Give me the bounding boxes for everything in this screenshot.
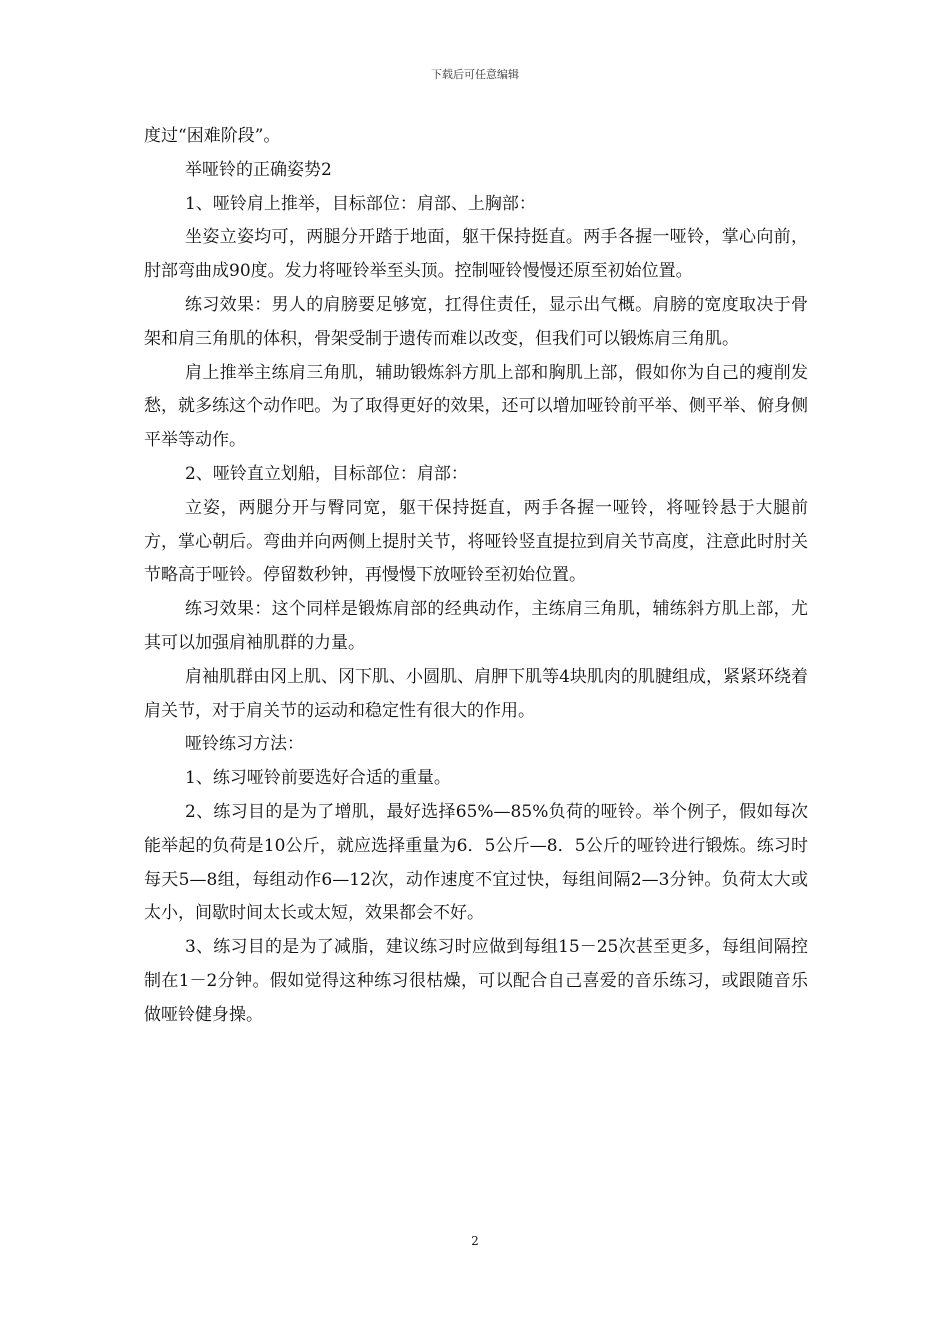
page-header: 下载后可任意编辑 xyxy=(431,68,519,81)
paragraph: 立姿，两腿分开与臀同宽，躯干保持挺直，两手各握一哑铃，将哑铃悬于大腿前方，掌心朝后。弯曲并向两侧上提肘关节，将哑铃竖直提拉到肩关节高度，注意此时肘关节略高于哑铃。停留数秒钟，再慢慢下放哑铃至初始位置。 xyxy=(144,497,808,586)
document-body xyxy=(144,120,808,1033)
section-heading: 举哑铃的正确姿势2 xyxy=(185,159,332,180)
paragraph: 肩上推举主练肩三角肌，辅助锻炼斜方肌上部和胸肌上部，假如你为自己的瘦削发愁，就多练这个动作吧。为了取得更好的效果，还可以增加哑铃前平举、侧平举、俯身侧平举等动作。 xyxy=(144,362,808,451)
paragraph: 练习效果：男人的肩膀要足够宽，扛得住责任，显示出气概。肩膀的宽度取决于骨架和肩三角肌的体积，骨架受制于遗传而难以改变，但我们可以锻炼肩三角肌。 xyxy=(144,294,808,349)
paragraph: 度过“困难阶段”。 xyxy=(144,126,281,146)
exercise-heading: 1、哑铃肩上推举，目标部位：肩部、上胸部： xyxy=(185,193,536,214)
paragraph: 练习效果：这个同样是锻炼肩部的经典动作，主练肩三角肌，辅练斜方肌上部，尤其可以加强肩袖肌群的力量。 xyxy=(144,599,808,653)
paragraph: 1、练习哑铃前要选好合适的重量。 xyxy=(185,768,451,789)
paragraph: 2、练习目的是为了增肌，最好选择65%—85%负荷的哑铃。举个例子，假如每次能举起的负荷是10公斤，就应选择重量为6．5公斤—8．5公斤的哑铃进行锻炼。练习时每天5—8组，每组动作6—12次，动作速度不宜过快，每组间隔2—3分钟。负荷太大或太小，间歇时间太长或太短，效果都会不好。 xyxy=(144,801,808,924)
paragraph: 肩袖肌群由冈上肌、冈下肌、小圆肌、肩胛下肌等4块肌肉的肌腱组成，紧紧环绕着肩关节，对于肩关节的运动和稳定性有很大的作用。 xyxy=(144,666,808,721)
paragraph: 3、练习目的是为了减脂，建议练习时应做到每组15－25次甚至更多，每组间隔控制在1－2分钟。假如觉得这种练习很枯燥，可以配合自己喜爱的音乐练习，或跟随音乐做哑铃健身操。 xyxy=(144,937,808,1025)
page-number: 2 xyxy=(471,1234,479,1248)
exercise-heading: 2、哑铃直立划船，目标部位：肩部： xyxy=(185,463,468,484)
section-heading: 哑铃练习方法： xyxy=(185,734,304,755)
paragraph: 坐姿立姿均可，两腿分开踏于地面，躯干保持挺直。两手各握一哑铃，掌心向前，肘部弯曲成90度。发力将哑铃举至头顶。控制哑铃慢慢还原至初始位置。 xyxy=(144,227,808,282)
